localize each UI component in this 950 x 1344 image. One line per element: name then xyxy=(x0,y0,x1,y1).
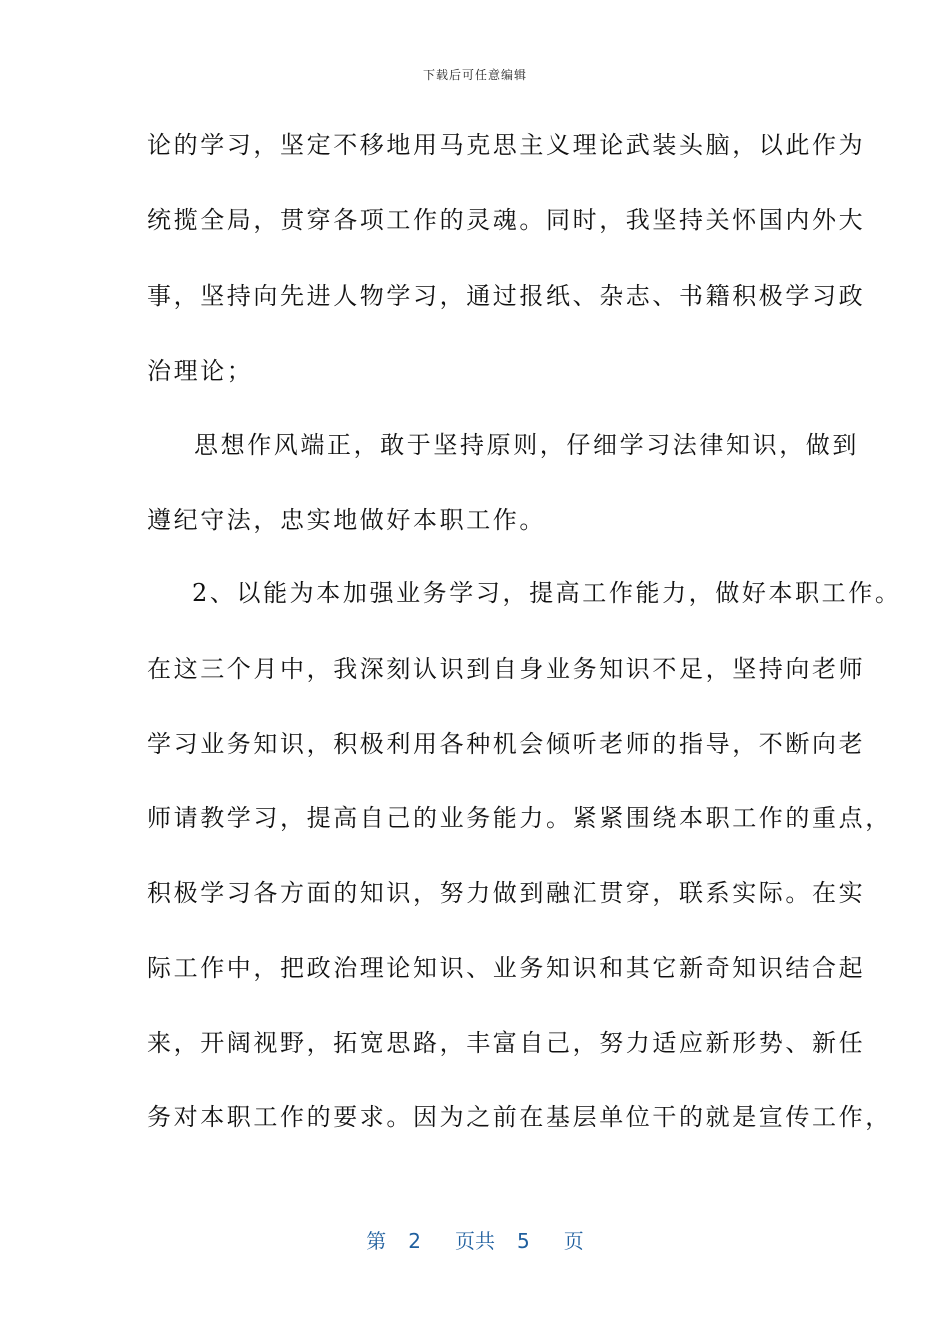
page-footer xyxy=(0,1225,950,1254)
footer-prefix: 第 xyxy=(366,1229,387,1253)
text-line: 来，开阔视野，拓宽思路，丰富自己，努力适应新形势、新任 xyxy=(147,1029,866,1057)
text-line: 在这三个月中，我深刻认识到自身业务知识不足，坚持向老师 xyxy=(147,655,866,683)
footer-suffix: 页 xyxy=(563,1229,584,1253)
text-line: 学习业务知识，积极利用各种机会倾听老师的指导，不断向老 xyxy=(147,730,866,758)
text-line: 治理论； xyxy=(147,357,254,385)
text-line: 遵纪守法，忠实地做好本职工作。 xyxy=(147,506,546,534)
text-line: 统揽全局，贯穿各项工作的灵魂。同时，我坚持关怀国内外大 xyxy=(147,206,866,234)
text-line: 际工作中，把政治理论知识、业务知识和其它新奇知识结合起 xyxy=(147,954,866,982)
text-line: 务对本职工作的要求。因为之前在基层单位干的就是宣传工作， xyxy=(147,1103,892,1131)
header-note: 下载后可任意编辑 xyxy=(422,68,527,82)
text-line: 2、以能为本加强业务学习，提高工作能力，做好本职工作。 xyxy=(192,579,902,607)
footer-page-number: 2 xyxy=(408,1229,421,1253)
text-line: 论的学习，坚定不移地用马克思主义理论武装头脑，以此作为 xyxy=(147,131,866,159)
text-line: 思想作风端正，敢于坚持原则，仔细学习法律知识，做到 xyxy=(194,431,859,459)
footer-total-pages: 5 xyxy=(517,1229,530,1253)
footer-middle: 页共 xyxy=(455,1229,495,1253)
text-line: 事，坚持向先进人物学习，通过报纸、杂志、书籍积极学习政 xyxy=(147,282,866,310)
text-line: 师请教学习，提高自己的业务能力。紧紧围绕本职工作的重点， xyxy=(147,804,892,832)
text-line: 积极学习各方面的知识，努力做到融汇贯穿，联系实际。在实 xyxy=(147,879,866,907)
